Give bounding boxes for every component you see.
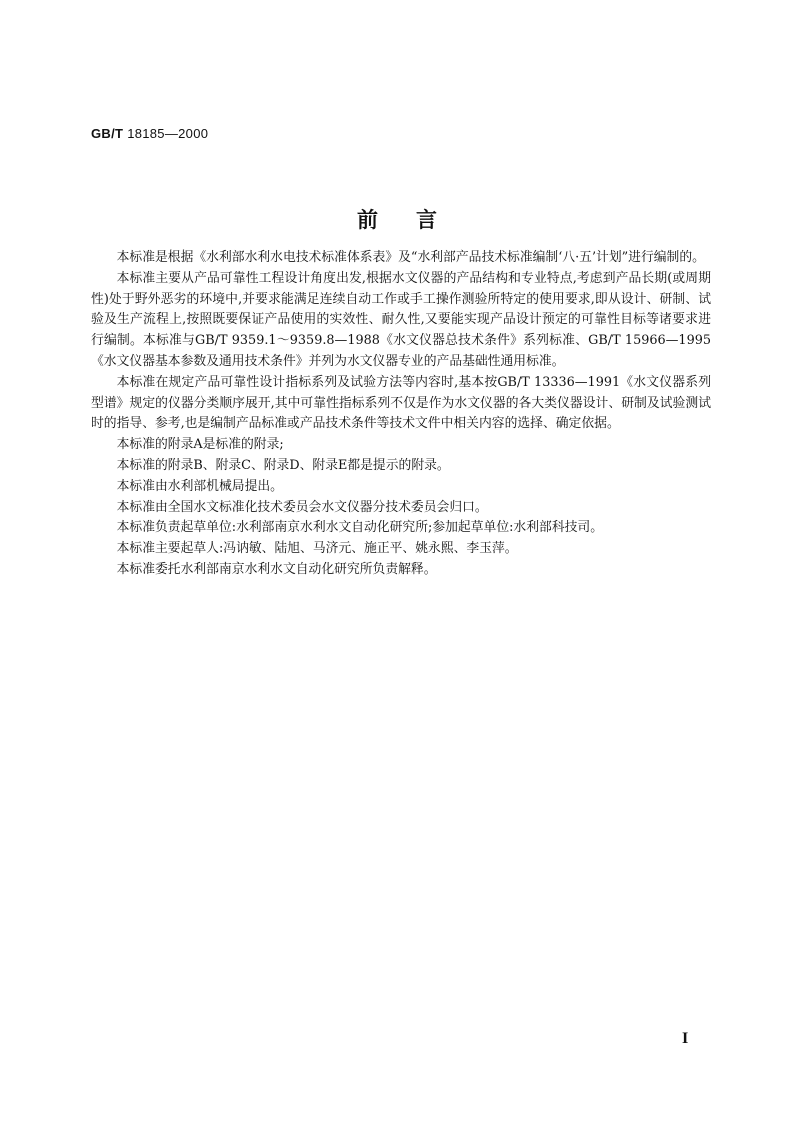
paragraph-scope: 本标准主要从产品可靠性工程设计角度出发,根据水文仪器的产品结构和专业特点,考虑到产品长期(或周期性)处于野外恶劣的环境中,并要求能满足连续自动工作或手工操作测验所特定的使用要求,即从设计、研制、试验及生产流程上,按照既要保证产品使用的实效性、耐久性,又要能实现产品设计预定的可靠性目标等诸要求进行编制。本标准与GB/T 9359.1～9359.8—1988《水文仪器总技术条件》系列标准、GB/T 15966—1995《水文仪器基本参数及通用技术条件》并列为水文仪器专业的产品基础性通用标准。 xyxy=(91,270,711,369)
standard-code-number: 18185—2000 xyxy=(127,126,209,141)
paragraph-basis: 本标准是根据《水利部水利水电技术标准体系表》及“水利部产品技术标准编制‘八·五’计划”进行编制的。 xyxy=(116,250,705,265)
paragraph-interpretation: 本标准委托水利部南京水利水文自动化研究所负责解释。 xyxy=(116,561,437,577)
paragraph-appendix-b-e: 本标准的附录B、附录C、附录D、附录E都是提示的附录。 xyxy=(116,457,450,473)
paragraph-method: 本标准在规定产品可靠性设计指标系列及试验方法等内容时,基本按GB/T 13336—1991《水文仪器系列型谱》规定的仪器分类顺序展开,其中可靠性指标系列不仅是作为水文仪器的各大类仪器设计、研制及试验测试时的指导、参考,也是编制产品标准或产品技术条件等技术文件中相关内容的选择、确定依据。 xyxy=(91,374,711,432)
page-number: I xyxy=(682,1030,689,1047)
paragraph-appendix-a: 本标准的附录A是标准的附录; xyxy=(116,437,284,453)
page-title: 前言 xyxy=(357,207,475,232)
foreword-body xyxy=(91,248,711,581)
paragraph-centralized: 本标准由全国水文标准化技术委员会水文仪器分技术委员会归口。 xyxy=(116,499,488,515)
standard-code xyxy=(91,126,208,141)
standard-code-prefix: GB/T xyxy=(91,126,124,141)
paragraph-drafting-units: 本标准负责起草单位:水利部南京水利水文自动化研究所;参加起草单位:水利部科技司。 xyxy=(116,520,604,536)
paragraph-drafters: 本标准主要起草人:冯讷敏、陆旭、马济元、施正平、姚永熙、李玉萍。 xyxy=(116,541,518,557)
paragraph-proposer: 本标准由水利部机械局提出。 xyxy=(116,478,283,494)
